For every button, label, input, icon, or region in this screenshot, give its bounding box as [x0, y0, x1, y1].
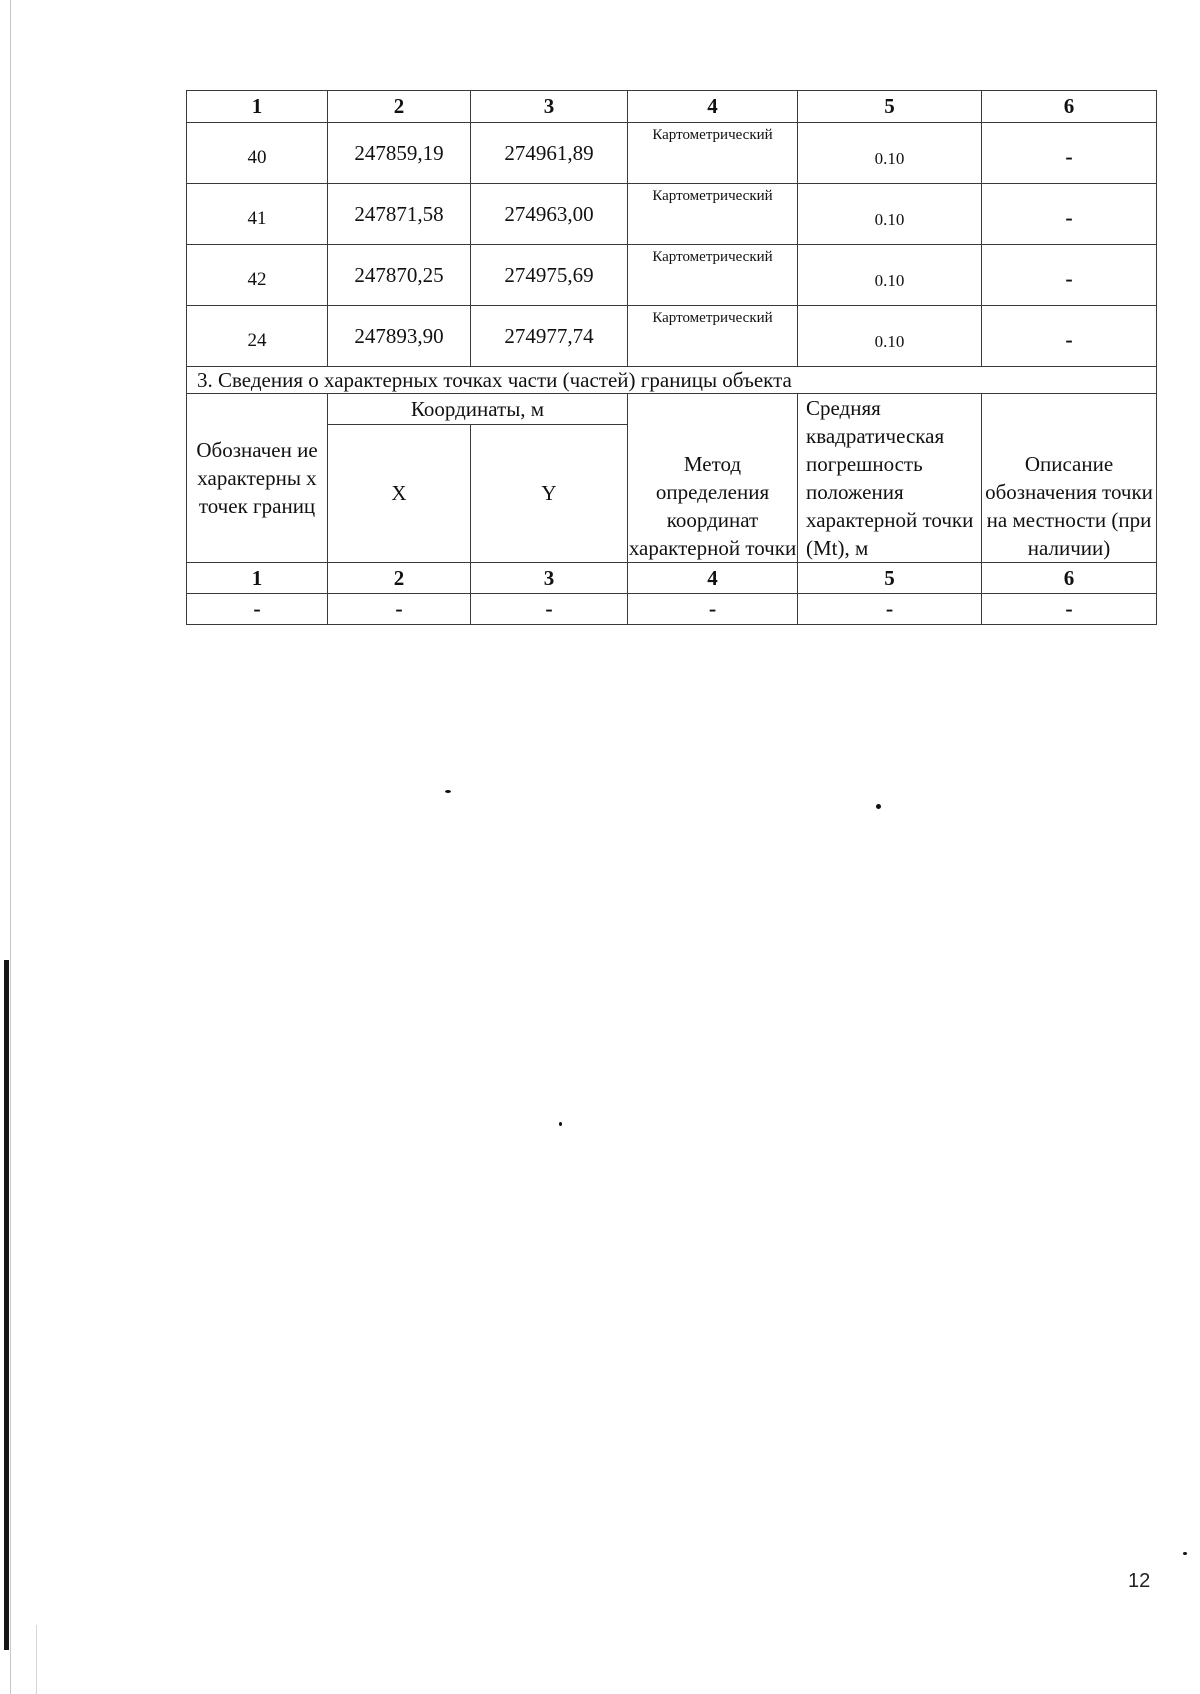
- point-id-cell: 40: [187, 123, 328, 184]
- empty-cell: -: [798, 594, 982, 625]
- empty-cell: -: [628, 594, 798, 625]
- section3-header-row: [187, 394, 1157, 425]
- y-coordinate-cell: 274961,89: [471, 123, 628, 184]
- point-id-cell: 24: [187, 306, 328, 367]
- x-coordinate-cell: 247871,58: [328, 184, 471, 245]
- method-header: Метод определения координат характерной точки: [628, 394, 798, 563]
- x-coordinate-cell: 247893,90: [328, 306, 471, 367]
- error-cell: 0.10: [798, 306, 982, 367]
- error-cell: 0.10: [798, 184, 982, 245]
- scan-speck: [445, 790, 451, 793]
- error-cell: 0.10: [798, 245, 982, 306]
- description-cell: -: [982, 306, 1157, 367]
- scan-speck: [876, 804, 881, 809]
- column-number: 4: [628, 91, 798, 123]
- coordinates-table: [186, 90, 1157, 625]
- method-cell: Картометрический: [628, 123, 798, 184]
- description-cell: -: [982, 184, 1157, 245]
- scan-edge-shadow: [4, 960, 9, 1650]
- error-header: Средняя квадратическая погрешность положения характерной точки (Mt), м: [798, 394, 982, 563]
- column-number: 2: [328, 91, 471, 123]
- column-number: 3: [471, 563, 628, 594]
- y-header: Y: [471, 424, 628, 562]
- method-cell: Картометрический: [628, 184, 798, 245]
- description-cell: -: [982, 123, 1157, 184]
- table-row: [187, 306, 1157, 367]
- table-row: [187, 594, 1157, 625]
- y-coordinate-cell: 274977,74: [471, 306, 628, 367]
- y-coordinate-cell: 274975,69: [471, 245, 628, 306]
- column-number: 5: [798, 563, 982, 594]
- method-cell: Картометрический: [628, 245, 798, 306]
- error-cell: 0.10: [798, 123, 982, 184]
- section-title: 3. Сведения о характерных точках части (частей) границы объекта: [187, 367, 1157, 394]
- designation-header: Обозначен ие характерны х точек границ: [187, 394, 328, 563]
- empty-cell: -: [982, 594, 1157, 625]
- point-id-cell: 41: [187, 184, 328, 245]
- description-cell: -: [982, 245, 1157, 306]
- scan-speck: [1183, 1552, 1187, 1555]
- column-number-row: [187, 91, 1157, 123]
- column-number: 1: [187, 91, 328, 123]
- empty-cell: -: [187, 594, 328, 625]
- point-id-cell: 42: [187, 245, 328, 306]
- scan-edge-line: [10, 0, 11, 1694]
- column-number: 5: [798, 91, 982, 123]
- table-row: [187, 123, 1157, 184]
- method-cell: Картометрический: [628, 306, 798, 367]
- column-number: 3: [471, 91, 628, 123]
- description-header: Описание обозначения точки на местности (при наличии): [982, 394, 1157, 563]
- column-number-row: [187, 563, 1157, 594]
- empty-cell: -: [471, 594, 628, 625]
- coordinates-header: Координаты, м: [328, 394, 628, 425]
- page-number: 12: [1128, 1570, 1151, 1592]
- table-row: [187, 184, 1157, 245]
- column-number: 4: [628, 563, 798, 594]
- y-coordinate-cell: 274963,00: [471, 184, 628, 245]
- column-number: 6: [982, 563, 1157, 594]
- column-number: 1: [187, 563, 328, 594]
- x-header: X: [328, 424, 471, 562]
- x-coordinate-cell: 247859,19: [328, 123, 471, 184]
- empty-cell: -: [328, 594, 471, 625]
- table-row: [187, 245, 1157, 306]
- section-title-row: [187, 367, 1157, 394]
- column-number: 6: [982, 91, 1157, 123]
- scan-speck: [559, 1122, 562, 1126]
- scan-edge-faint: [36, 1625, 37, 1694]
- x-coordinate-cell: 247870,25: [328, 245, 471, 306]
- column-number: 2: [328, 563, 471, 594]
